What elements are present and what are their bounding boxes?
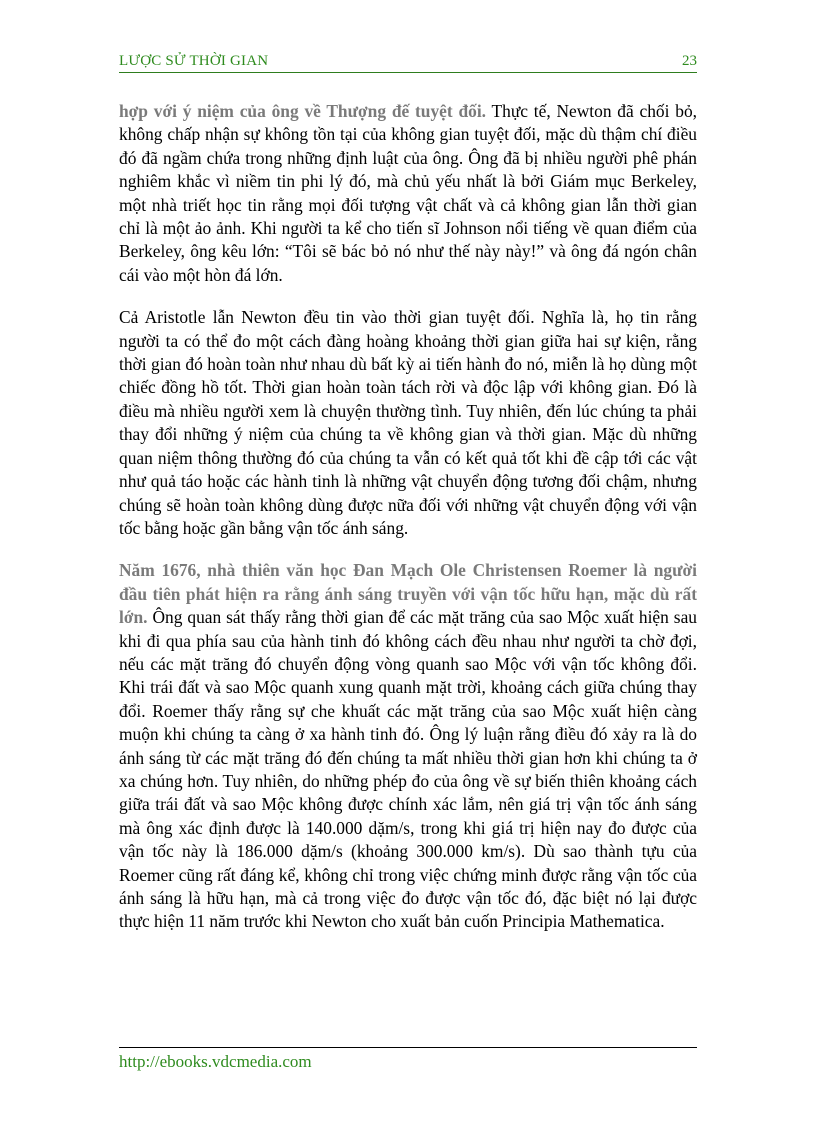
page-number: 23 [682, 53, 697, 69]
paragraph-3 [119, 559, 697, 934]
page-footer [119, 1047, 697, 1072]
book-title: LƯỢC SỬ THỜI GIAN [119, 53, 269, 69]
paragraph-1-text: Thực tế, Newton đã chối bỏ, không chấp nhận sự không tồn tại của không gian tuyệt đối, mặc dù thậm chí điều đó đã ngầm chứa trong những định luật của ông. Ông đã bị nhiều người phê phán nghiêm khắc vì niềm tin phi lý đó, mà chủ yếu nhất là bởi Giám mục Berkeley, một nhà triết học tin rằng mọi đối tượng vật chất và cả không gian lẫn thời gian chỉ là một ảo ảnh. Khi người ta kể cho tiến sĩ Johnson nổi tiếng về quan điểm của Berkeley, ông kêu lớn: “Tôi sẽ bác bỏ nó như thế này này!” và ông đá ngón chân cái vào một hòn đá lớn. [119, 101, 697, 285]
page-body [119, 100, 697, 934]
paragraph-1-emphasis: hợp với ý niệm của ông về Thượng đế tuyệt đối. [119, 101, 487, 121]
paragraph-2 [119, 306, 697, 540]
paragraph-1 [119, 100, 697, 287]
paragraph-3-text: Ông quan sát thấy rằng thời gian để các mặt trăng của sao Mộc xuất hiện sau khi đi qua phía sau của hành tinh đó không cách đều nhau như người ta chờ đợi, nếu các mặt trăng đó chuyển động vòng quanh sao Mộc với vận tốc không đổi. Khi trái đất và sao Mộc quanh xung quanh mặt trời, khoảng cách giữa chúng thay đổi. Roemer thấy rằng sự che khuất các mặt trăng của sao Mộc xuất hiện càng muộn khi chúng ta càng ở xa hành tinh đó. Ông lý luận rằng điều đó xảy ra là do ánh sáng từ các mặt trăng đó đến chúng ta mất nhiều thời gian hơn khi chúng ta ở xa chúng hơn. Tuy nhiên, do những phép đo của ông về sự biến thiên khoảng cách giữa trái đất và sao Mộc không được chính xác lắm, nên giá trị vận tốc ánh sáng mà ông xác định được là 140.000 dặm/s, trong khi giá trị hiện nay đo được của vận tốc này là 186.000 dặm/s (khoảng 300.000 km/s). Dù sao thành tựu của Roemer cũng rất đáng kể, không chỉ trong việc chứng minh được rằng vận tốc của ánh sáng là hữu hạn, mà cả trong việc đo được vận tốc đó, đặc biệt nó lại được thực hiện 11 năm trước khi Newton cho xuất bản cuốn Principia Mathematica. [119, 607, 697, 932]
footer-link[interactable]: http://ebooks.vdcmedia.com [119, 1052, 312, 1071]
paragraph-2-text: Cả Aristotle lẫn Newton đều tin vào thời gian tuyệt đối. Nghĩa là, họ tin rằng người ta có thể đo một cách đàng hoàng khoảng thời gian giữa hai sự kiện, rằng thời gian đó hoàn toàn như nhau dù bất kỳ ai tiến hành đo nó, miễn là họ dùng một chiếc đồng hồ tốt. Thời gian hoàn toàn tách rời và độc lập với không gian. Đó là điều mà nhiều người xem là chuyện thường tình. Tuy nhiên, đến lúc chúng ta phải thay đổi những ý niệm của chúng ta về không gian và thời gian. Mặc dù những quan niệm thông thường đó của chúng ta vẫn có kết quả tốt khi đề cập tới các vật như quả táo hoặc các hành tinh là những vật chuyển động tương đối chậm, nhưng chúng sẽ hoàn toàn không dùng được nữa đối với những vật chuyển động với vận tốc bằng hoặc gần bằng vận tốc ánh sáng. [119, 307, 697, 538]
paragraph-3-emphasis: Năm 1676, nhà thiên văn học Đan Mạch Ole Christensen Roemer là người đầu tiên phát hiện ra rằng ánh sáng truyền với vận tốc hữu hạn, mặc dù rất lớn. [119, 560, 697, 628]
page-header [119, 50, 697, 73]
